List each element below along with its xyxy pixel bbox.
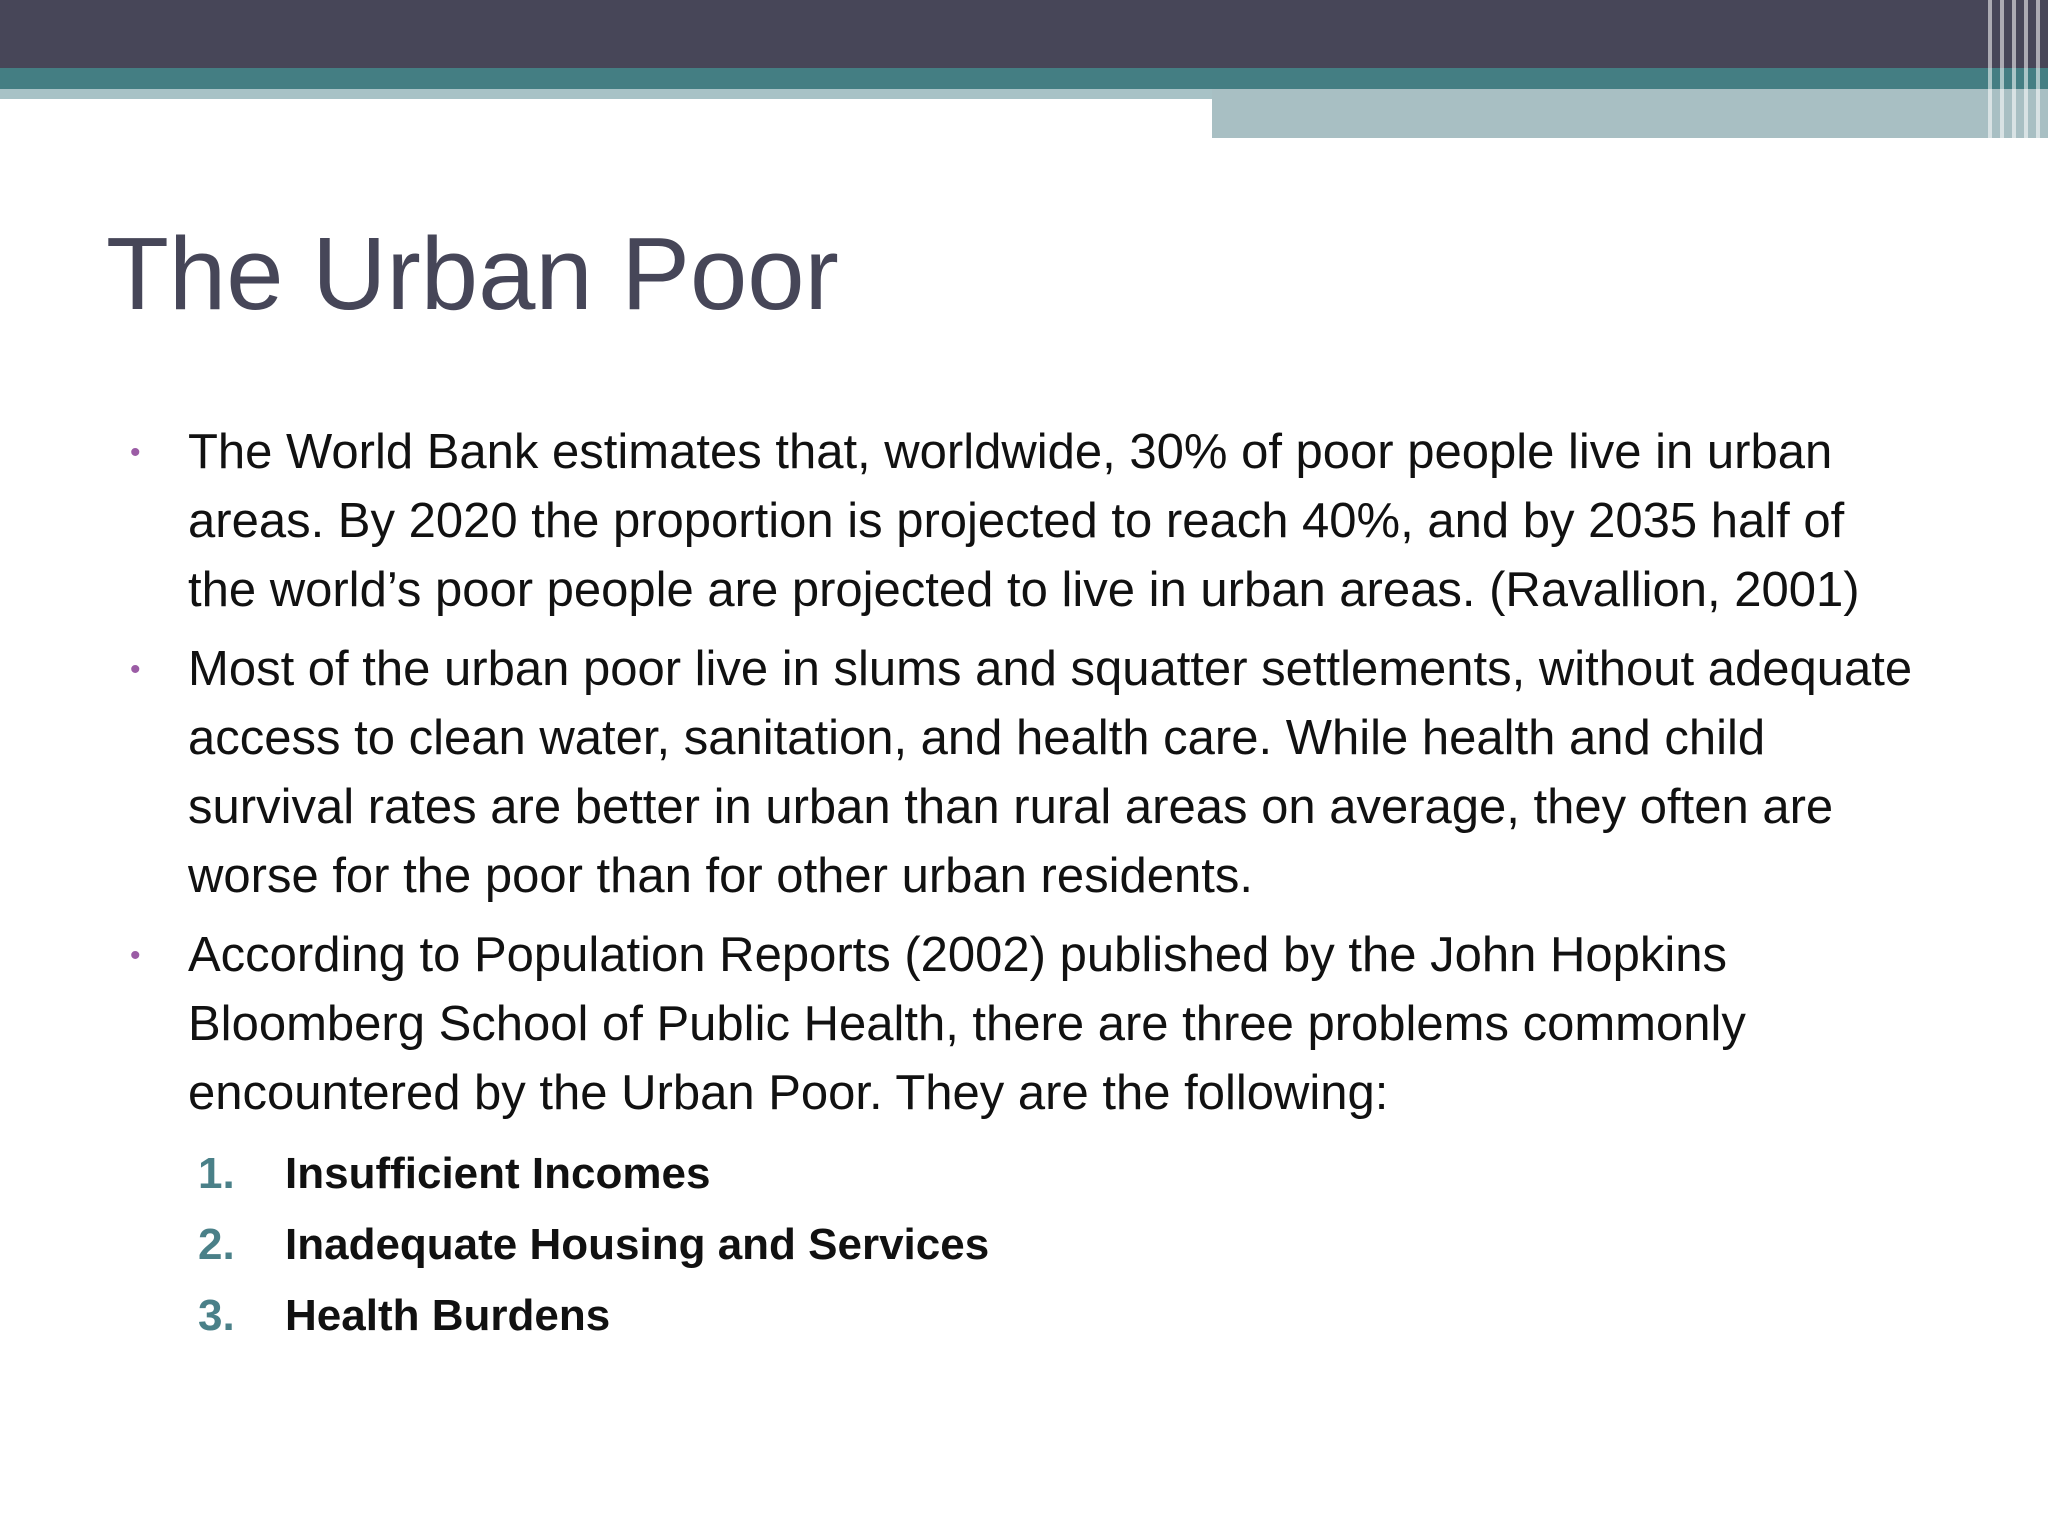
header-light-bar-right	[1212, 89, 2048, 138]
header-stripe	[2012, 0, 2016, 138]
bullet-text: The World Bank estimates that, worldwide, 30% of poor people live in urban areas. By 2020 the proportion is projected to reach 40%, and by 2035 half of the world’s poor people are projected to live in urban areas. (Ravallion, 2001)	[188, 425, 1860, 617]
header-stripe	[2024, 0, 2028, 138]
header-teal-bar	[0, 68, 2048, 89]
problem-item	[198, 1209, 1920, 1280]
header-stripes	[1984, 0, 2048, 138]
header-dark-bar	[0, 0, 2048, 68]
header-stripe	[2036, 0, 2040, 138]
bullet-item	[130, 635, 1920, 911]
problem-text: Insufficient Incomes	[285, 1149, 711, 1198]
bullet-item	[130, 418, 1920, 625]
bullet-item	[130, 921, 1920, 1128]
problem-text: Inadequate Housing and Services	[285, 1220, 990, 1269]
bullet-icon: •	[130, 653, 141, 686]
bullet-icon: •	[130, 939, 141, 972]
header-stripe	[2000, 0, 2004, 138]
problems-list	[130, 1138, 1920, 1351]
problem-item	[198, 1138, 1920, 1209]
bullet-text: According to Population Reports (2002) published by the John Hopkins Bloomberg School of Public Health, there are three problems commonly encountered by the Urban Poor. They are the following:	[188, 928, 1746, 1120]
bullet-text: Most of the urban poor live in slums and squatter settlements, without adequate access to clean water, sanitation, and health care. While health and child survival rates are better in urban than rural areas on average, they often are worse for the poor than for other urban residents.	[188, 642, 1913, 903]
slide-body	[130, 418, 1920, 1351]
bullet-icon: •	[130, 436, 141, 469]
problem-number: 1.	[198, 1149, 235, 1198]
slide-title: The Urban Poor	[106, 216, 839, 331]
header-light-bar-left	[0, 89, 1212, 99]
problem-item	[198, 1280, 1920, 1351]
problem-number: 2.	[198, 1220, 235, 1269]
header-stripe	[1988, 0, 1992, 138]
problem-number: 3.	[198, 1291, 235, 1340]
problem-text: Health Burdens	[285, 1291, 611, 1340]
